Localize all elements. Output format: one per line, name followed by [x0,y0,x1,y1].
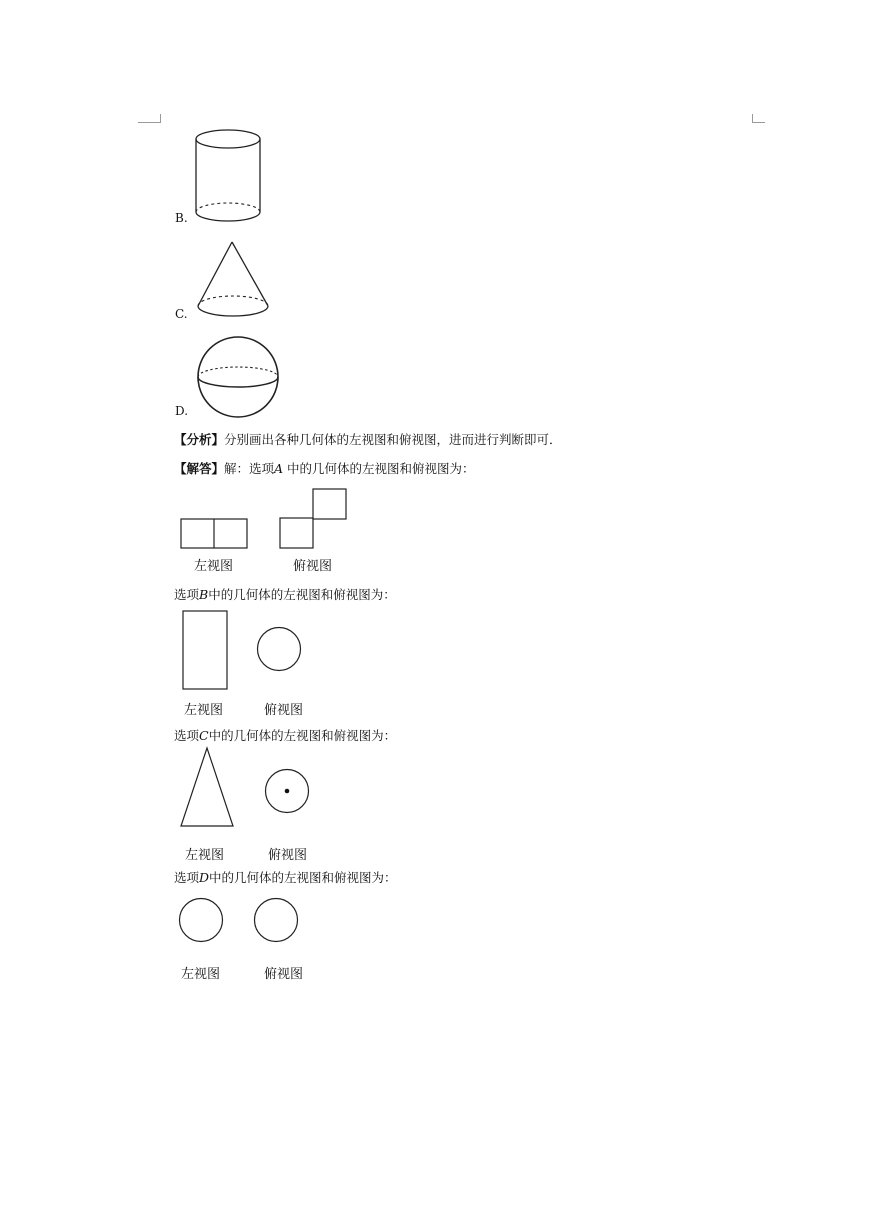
option-a-top-view [279,488,349,550]
option-d-suffix: 中的几何体的左视图和俯视图为： [209,870,397,885]
option-c-line [174,726,396,744]
analysis-tag: 【分析】 [174,432,225,447]
option-d-prefix: 选项 [174,870,200,885]
option-b-left-view [182,610,230,692]
solution-prefix: 解：选项 [224,461,275,476]
option-c-label: C. [175,307,188,321]
solution-line [174,459,475,477]
analysis-line [174,430,562,448]
option-c-prefix: 选项 [174,728,200,743]
option-c-suffix: 中的几何体的左视图和俯视图为： [208,728,397,743]
option-c-left-view [178,746,236,828]
option-b-label: B. [175,211,188,225]
option-b-letter: B [199,587,209,602]
option-c-top-view [264,768,312,816]
analysis-text: 分别画出各种几何体的左视图和俯视图，进而进行判断即可． [224,432,562,447]
option-d-label: D. [175,404,189,418]
option-b-top-view-caption: 俯视图 [264,703,304,718]
page-corner-mark-left [138,114,161,123]
solution-tag: 【解答】 [174,461,225,476]
option-b-prefix: 选项 [174,587,200,602]
solution-letter: A [274,461,284,476]
cylinder-figure [190,126,268,226]
cone-figure [190,238,276,324]
option-b-top-view [256,626,304,674]
solution-suffix: 中的几何体的左视图和俯视图为： [283,461,475,476]
option-d-line [174,868,397,886]
option-d-left-view [178,897,226,945]
sphere-figure [194,334,284,420]
option-d-top-view [253,897,301,945]
option-b-line [174,585,396,603]
option-c-top-view-caption: 俯视图 [268,848,308,863]
option-a-left-view-caption: 左视图 [194,559,234,574]
option-b-suffix: 中的几何体的左视图和俯视图为： [208,587,396,602]
option-c-left-view-caption: 左视图 [185,848,225,863]
option-d-left-view-caption: 左视图 [181,967,221,982]
option-b-left-view-caption: 左视图 [184,703,224,718]
option-d-top-view-caption: 俯视图 [264,967,304,982]
option-c-letter: C [199,728,209,743]
option-a-left-view [180,518,250,550]
option-a-top-view-caption: 俯视图 [293,559,333,574]
option-d-letter: D [199,870,210,885]
page-corner-mark-right [752,114,765,123]
